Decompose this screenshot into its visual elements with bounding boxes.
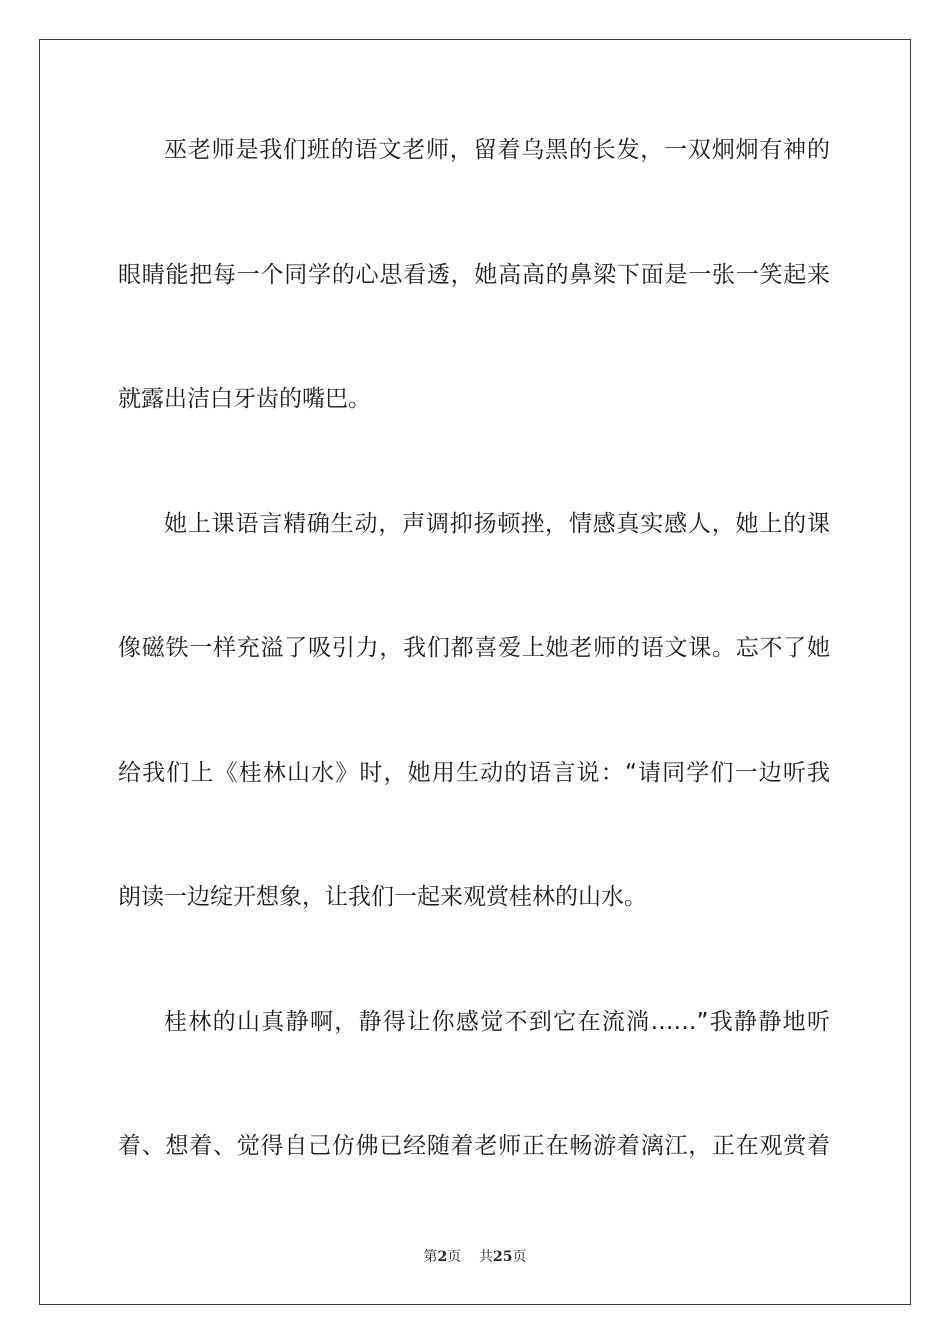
total-pages: 25 xyxy=(493,1249,513,1265)
page-footer xyxy=(0,1246,950,1266)
paragraph-line: 像磁铁一样充溢了吸引力，我们都喜爱上她老师的语文课。忘不了她 xyxy=(118,635,830,661)
paragraph-line: 给我们上《桂林山水》时，她用生动的语言说：“请同学们一边听我 xyxy=(118,760,830,786)
page-suffix: 页 xyxy=(447,1249,462,1265)
paragraph-line: 巫老师是我们班的语文老师，留着乌黑的长发，一双炯炯有神的 xyxy=(164,137,830,163)
page-border xyxy=(39,39,911,1305)
page-prefix: 第 xyxy=(423,1249,438,1265)
total-suffix: 页 xyxy=(512,1249,527,1265)
paragraph-line: 眼睛能把每一个同学的心思看透，她高高的鼻梁下面是一张一笑起来 xyxy=(118,262,830,288)
paragraph-line: 着、想着、觉得自己仿佛已经随着老师正在畅游着漓江，正在观赏着 xyxy=(118,1133,830,1159)
page-number: 2 xyxy=(437,1249,448,1265)
paragraph-line: 就露出洁白牙齿的嘴巴。 xyxy=(118,386,371,412)
paragraph-line: 她上课语言精确生动，声调抑扬顿挫，情感真实感人，她上的课 xyxy=(164,511,830,537)
paragraph-line: 桂林的山真静啊，静得让你感觉不到它在流淌……”我静静地听 xyxy=(164,1009,830,1035)
paragraph-line: 朗读一边绽开想象，让我们一起来观赏桂林的山水。 xyxy=(118,884,647,910)
total-prefix: 共 xyxy=(479,1249,494,1265)
